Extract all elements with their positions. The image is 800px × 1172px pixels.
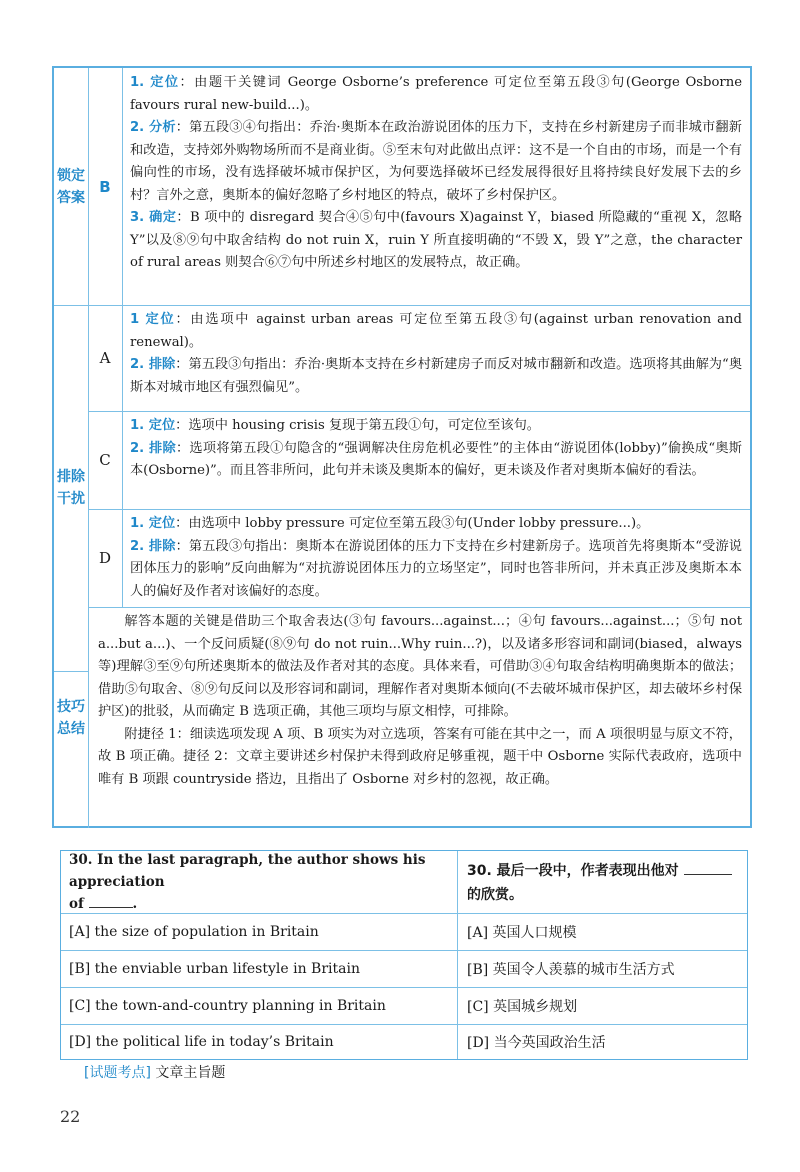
answer-row-b xyxy=(54,68,750,306)
lock-answer-label: 锁定答案 xyxy=(54,68,89,305)
option-d-en: [D] the political life in today’s Britain xyxy=(69,1033,334,1050)
option-row-a xyxy=(61,913,747,951)
option-d-label: D xyxy=(88,509,123,607)
answer-blank-cn xyxy=(684,858,732,875)
option-b-label: B xyxy=(88,68,123,305)
exclude-label: 排除干扰 xyxy=(54,305,89,672)
exclude-a-content: 1 定位：由选项中 against urban areas 可定位至第五段③句(against urban renovation and renewal)。 2. 排除：第五段③句指出：乔治·奥斯本支持在乡村新建房子而反对城市翻新和改造。选项将其曲解为“奥斯本对城市地区有强烈偏见”。 xyxy=(130,312,743,395)
question-table xyxy=(60,850,748,1060)
exam-point-text: 文章主旨题 xyxy=(155,1065,226,1081)
exclude-row-d xyxy=(88,509,750,608)
exclude-row-c xyxy=(88,411,750,510)
tips-label: 技巧总结 xyxy=(54,607,89,828)
exclude-row-a xyxy=(88,305,750,412)
option-d-cn: [D] 当今英国政治生活 xyxy=(467,1034,606,1051)
exam-point-tag: [试题考点] xyxy=(84,1065,151,1081)
question-stem-cn: 30. 最后一段中，作者表现出他对 的欣赏。 xyxy=(467,851,741,913)
option-row-b xyxy=(61,950,747,988)
option-b-en: [B] the enviable urban lifestyle in Britain xyxy=(69,960,360,977)
option-a-en: [A] the size of population in Britain xyxy=(69,923,319,940)
option-row-d xyxy=(61,1024,747,1059)
tips-row xyxy=(54,607,750,828)
question-stem-row xyxy=(61,851,747,914)
exclude-c-content: 1. 定位：选项中 housing crisis 复现于第五段①句，可定位至该句。 2. 排除：选项将第五段①句隐含的“强调解决住房危机必要性”的主体由“游说团体(lobby)”偷换成“奥斯本(Osborne)”。而且答非所问，此句并未谈及奥斯本的偏好，更未谈及作者对奥斯本偏好的看法。 xyxy=(130,418,742,478)
tips-content: 解答本题的关键是借助三个取舍表达(③句 favours...against...；④句 favours...against...；⑤句 not a...but a...)、一个反问质疑(⑧⑨句 do not ruin...Why ruin...?)，以及诸多形容词和副词(biased，always 等)理解③至⑨句所述奥斯本的做法及作者对其的态度。具体来看，可借助③④句取舍结构明确奥斯本的做法；借助⑤句取舍、⑧⑨句反问以及形容词和副词，理解作者对奥斯本倾向(不去破坏城市保护区，却去破坏乡村保护区)的批驳，从而确定 B 选项正确，其他三项均与原文相悖，可排除。 附捷径 1：细读选项发现 A 项、B 项实为对立选项，答案有可能在其中之一，而 A 项很明显与原文不符，故 B 项正确。捷径 2：文章主要讲述乡村保护未得到政府足够重视，题干中 Osborne 实际代表政府，选项中唯有 B 项跟 countryside 搭边，且指出了 Osborne 对乡村的忽视，故正确。 xyxy=(98,614,742,787)
option-c-cn: [C] 英国城乡规划 xyxy=(467,998,578,1015)
answer-blank-en xyxy=(89,893,133,908)
option-a-label: A xyxy=(88,305,123,411)
question-stem-en: 30. In the last paragraph, the author shows his appreciation of . xyxy=(69,852,426,912)
answer-b-content: 1. 定位：由题干关键词 George Osborne’s preference 可定位至第五段③句(George Osborne favours rural new-build...)。 2. 分析：第五段③④句指出：乔治·奥斯本在政治游说团体的压力下，支持在乡村新建房子而非城市翻新和改造，支持郊外购物场所而不是商业街。⑤至末句对此做出点评：这不是一个自由的市场，而是一个有偏向性的市场，没有选择破坏城市保护区，为何要选择破坏已经发展得很好且将持续良好发展下去的乡村？言外之意，奥斯本的偏好忽略了乡村地区的特点，破坏了乡村保护区。 3. 确定：B 项中的 disregard 契合④⑤句中(favours X)against Y，biased 所隐藏的“重视 X，忽略 Y”以及⑧⑨句中取舍结构 do not ruin X，ruin Y 所直接明确的“不毁 X，毁 Y”之意，the character of rural areas 则契合⑥⑦句中所述乡村地区的发展特点，故正确。 xyxy=(130,75,743,270)
option-a-cn: [A] 英国人口规模 xyxy=(467,924,577,941)
analysis-table xyxy=(52,66,752,828)
option-row-c xyxy=(61,987,747,1025)
option-c-label: C xyxy=(88,411,123,509)
exam-point xyxy=(84,1062,225,1082)
option-c-en: [C] the town-and-country planning in Britain xyxy=(69,997,386,1014)
exclude-d-content: 1. 定位：由选项中 lobby pressure 可定位至第五段③句(Under lobby pressure...)。 2. 排除：第五段③句指出：奥斯本在游说团体的压力下支持在乡村建新房子。选项首先将奥斯本“受游说团体压力的影响”反向曲解为“对抗游说团体压力的立场坚定”，同时也答非所问，并未真正涉及奥斯本本人的偏好及作者对该偏好的态度。 xyxy=(130,516,742,599)
option-b-cn: [B] 英国令人羡慕的城市生活方式 xyxy=(467,961,675,978)
page-number: 22 xyxy=(60,1107,81,1126)
